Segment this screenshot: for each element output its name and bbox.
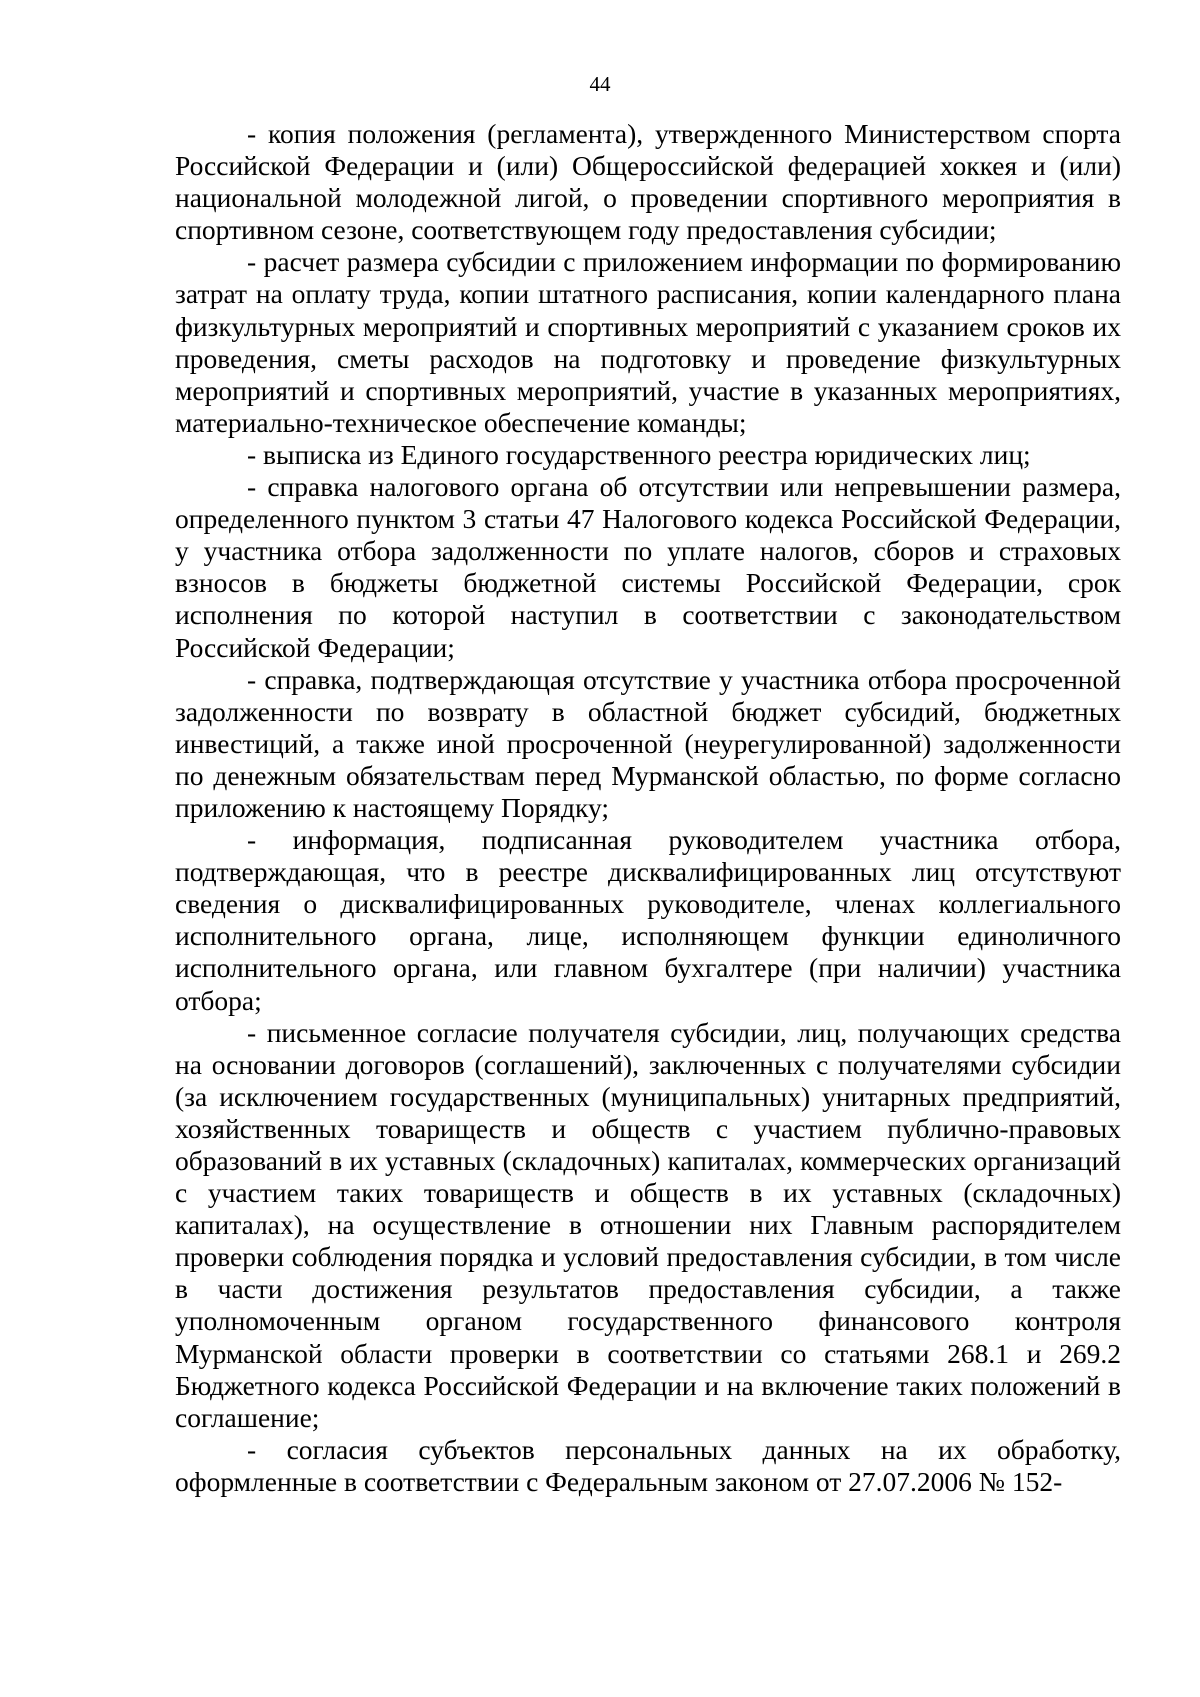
paragraph-written-consent: - письменное согласие получателя субсидии, лиц, получающих средства на основании договоров (соглашений), заключенных с получателями субсидии (за исключением государственных (муниципальных) унитарных предприятий, хозяйственных товариществ и обществ с участием публично-правовых образований в их уставных (складочных) капиталах, коммерческих организаций с участием таких товариществ и обществ в их уставных (складочных) капиталах), на осуществление в отношении них Главным распорядителем проверки соблюдения порядка и условий предоставления субсидии, в том числе в части достижения результатов предоставления субсидии, а также уполномоченным органом государственного финансового контроля Мурманской области проверки в соответствии со статьями 268.1 и 269.2 Бюджетного кодекса Российской Федерации и на включение таких положений в соглашение; [175,1016,1121,1433]
paragraph-subsidy-calculation: - расчет размера субсидии с приложением информации по формированию затрат на оплату труда, копии штатного расписания, копии календарного плана физкультурных мероприятий и спортивных мероприятий с указанием сроков их проведения, сметы расходов на подготовку и проведение физкультурных мероприятий и спортивных мероприятий, участие в указанных мероприятиях, материально-техническое обеспечение команды; [175,246,1121,438]
paragraph-personal-data-consent: - согласия субъектов персональных данных на их обработку, оформленные в соответствии с Федеральным законом от 27.07.2006 № 152- [175,1433,1121,1497]
body-text [175,118,1121,1498]
paragraph-disqualified-info: - информация, подписанная руководителем участника отбора, подтверждающая, что в реестре дисквалифицированных лиц отсутствуют сведения о дисквалифицированных руководителе, членах коллегиального исполнительного органа, лице, исполняющем функции единоличного исполнительного органа, или главном бухгалтере (при наличии) участника отбора; [175,824,1121,1016]
paragraph-regulation-copy: - копия положения (регламента), утвержденного Министерством спорта Российской Федерации и (или) Общероссийской федерацией хоккея и (или) национальной молодежной лигой, о проведении спортивного мероприятия в спортивном сезоне, соответствующем году предоставления субсидии; [175,118,1121,246]
paragraph-debt-certificate: - справка, подтверждающая отсутствие у участника отбора просроченной задолженности по возврату в областной бюджет субсидий, бюджетных инвестиций, а также иной просроченной (неурегулированной) задолженности по денежным обязательствам перед Мурманской областью, по форме согласно приложению к настоящему Порядку; [175,663,1121,823]
paragraph-egrul-extract: - выписка из Единого государственного реестра юридических лиц; [247,438,1031,470]
page-number: 44 [589,72,611,96]
paragraph-tax-certificate: - справка налогового органа об отсутствии или непревышении размера, определенного пунктом 3 статьи 47 Налогового кодекса Российской Федерации, у участника отбора задолженности по уплате налогов, сборов и страховых взносов в бюджеты бюджетной системы Российской Федерации, срок исполнения по которой наступил в соответствии с законодательством Российской Федерации; [175,471,1121,663]
